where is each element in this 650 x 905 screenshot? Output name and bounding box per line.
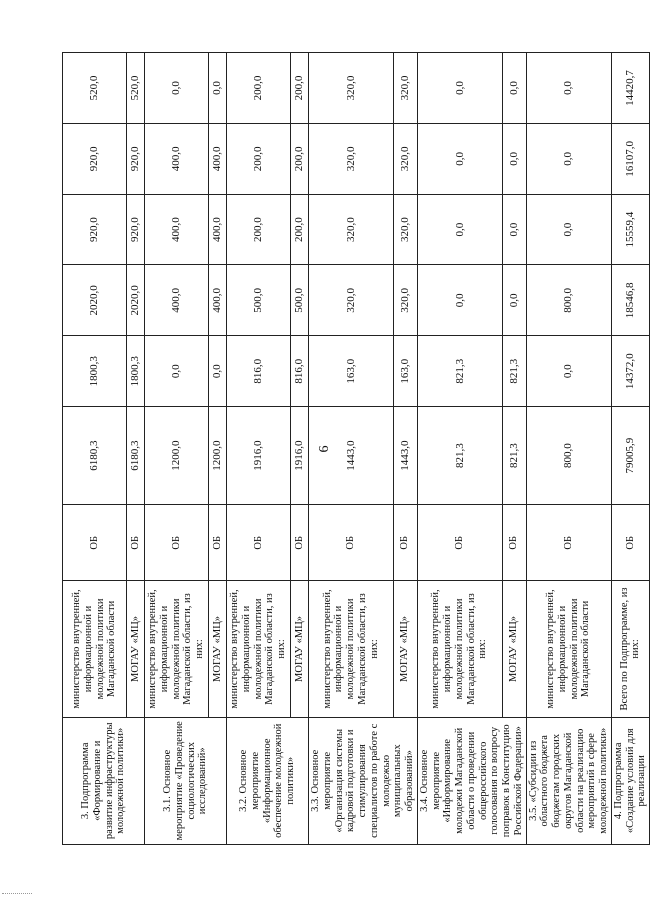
- value-cell: 800,0: [526, 265, 611, 336]
- executor-cell: МОГАУ «МЦ»: [502, 581, 526, 717]
- executor-cell: Всего по Подпрограмме, из них:: [611, 581, 649, 717]
- value-cell: 200,0: [227, 194, 291, 265]
- value-cell: 920,0: [63, 123, 127, 194]
- value-cell: 800,0: [526, 407, 611, 505]
- value-cell: 79005,9: [611, 407, 649, 505]
- value-cell: 320,0: [309, 53, 394, 124]
- value-cell: 500,0: [291, 265, 309, 336]
- value-cell: 6180,3: [63, 407, 127, 505]
- value-cell: 920,0: [127, 194, 145, 265]
- value-cell: 500,0: [227, 265, 291, 336]
- table-row: [145, 53, 209, 845]
- value-cell: 320,0: [393, 53, 417, 124]
- value-cell: 1200,0: [209, 407, 227, 505]
- table-row: [526, 53, 611, 845]
- value-cell: 2020,0: [127, 265, 145, 336]
- value-cell: 920,0: [127, 123, 145, 194]
- executor-cell: МОГАУ «МЦ»: [291, 581, 309, 717]
- table-row: [309, 53, 394, 845]
- table-row: [417, 53, 502, 845]
- executor-cell: МОГАУ «МЦ»: [209, 581, 227, 717]
- value-cell: 2020,0: [63, 265, 127, 336]
- value-cell: 0,0: [209, 336, 227, 407]
- page-number: 6: [317, 445, 332, 453]
- source-cell: ОБ: [291, 505, 309, 581]
- program-cell: 3.5. «Субсидии из областного бюджета бюджетам городских округов Магаданской области на реализацию мероприятий в сфере молодежной политики»: [526, 717, 611, 844]
- value-cell: 0,0: [526, 123, 611, 194]
- value-cell: 0,0: [417, 123, 502, 194]
- value-cell: 400,0: [209, 194, 227, 265]
- value-cell: 320,0: [309, 265, 394, 336]
- source-cell: ОБ: [227, 505, 291, 581]
- value-cell: 163,0: [309, 336, 394, 407]
- value-cell: 14372,0: [611, 336, 649, 407]
- source-cell: ОБ: [502, 505, 526, 581]
- value-cell: 400,0: [209, 123, 227, 194]
- value-cell: 400,0: [209, 265, 227, 336]
- value-cell: 320,0: [393, 123, 417, 194]
- budget-table: [62, 52, 650, 845]
- source-cell: ОБ: [209, 505, 227, 581]
- table-row: [227, 53, 291, 845]
- source-cell: ОБ: [417, 505, 502, 581]
- executor-cell: министерство внутренней, информационной и молодежной политики Магаданской области, из них:: [227, 581, 291, 717]
- table-row: [611, 53, 649, 845]
- value-cell: 400,0: [145, 265, 209, 336]
- value-cell: 1443,0: [309, 407, 394, 505]
- value-cell: 0,0: [417, 265, 502, 336]
- value-cell: 0,0: [526, 194, 611, 265]
- value-cell: 821,3: [502, 407, 526, 505]
- value-cell: 200,0: [291, 123, 309, 194]
- value-cell: 816,0: [227, 336, 291, 407]
- value-cell: 6180,3: [127, 407, 145, 505]
- source-cell: ОБ: [526, 505, 611, 581]
- value-cell: 816,0: [291, 336, 309, 407]
- value-cell: 1200,0: [145, 407, 209, 505]
- value-cell: 0,0: [502, 123, 526, 194]
- executor-cell: министерство внутренней, информационной и молодежной политики Магаданской области: [63, 581, 127, 717]
- value-cell: 0,0: [526, 336, 611, 407]
- value-cell: 320,0: [393, 194, 417, 265]
- source-cell: ОБ: [63, 505, 127, 581]
- table-row: [63, 53, 127, 845]
- source-cell: ОБ: [611, 505, 649, 581]
- value-cell: 400,0: [145, 194, 209, 265]
- value-cell: 18546,8: [611, 265, 649, 336]
- program-cell: 3. Подпрограмма «Формирование и развитие инфраструктуры молодежной политики»: [63, 717, 145, 844]
- value-cell: 0,0: [417, 194, 502, 265]
- value-cell: 0,0: [209, 53, 227, 124]
- value-cell: 200,0: [227, 53, 291, 124]
- value-cell: 14420,7: [611, 53, 649, 124]
- value-cell: 400,0: [145, 123, 209, 194]
- value-cell: 821,3: [502, 336, 526, 407]
- value-cell: 16107,0: [611, 123, 649, 194]
- program-cell: 3.3. Основное мероприятие «Организация системы кадровой подготовки и стимулирования специалистов по работе с молодежью муниципальных образований»: [309, 717, 418, 844]
- value-cell: 1916,0: [291, 407, 309, 505]
- value-cell: 0,0: [502, 194, 526, 265]
- source-cell: ОБ: [127, 505, 145, 581]
- value-cell: 320,0: [393, 265, 417, 336]
- value-cell: 520,0: [63, 53, 127, 124]
- scan-edge-mark: [2, 893, 32, 900]
- value-cell: 1916,0: [227, 407, 291, 505]
- program-cell: 4. Подпрограмма «Создание условий для реализации: [611, 717, 649, 844]
- value-cell: 1800,3: [127, 336, 145, 407]
- rotated-table-wrapper: [62, 52, 648, 845]
- value-cell: 0,0: [526, 53, 611, 124]
- value-cell: 163,0: [393, 336, 417, 407]
- executor-cell: МОГАУ «МЦ»: [127, 581, 145, 717]
- program-cell: 3.2. Основное мероприятие «Информационное обеспечение молодежной политики»: [227, 717, 309, 844]
- value-cell: 0,0: [502, 53, 526, 124]
- source-cell: ОБ: [145, 505, 209, 581]
- value-cell: 320,0: [309, 194, 394, 265]
- value-cell: 200,0: [291, 53, 309, 124]
- value-cell: 200,0: [291, 194, 309, 265]
- executor-cell: министерство внутренней, информационной и молодежной политики Магаданской области: [526, 581, 611, 717]
- program-cell: 3.1. Основное мероприятие «Проведение социологических исследований»: [145, 717, 227, 844]
- value-cell: 200,0: [227, 123, 291, 194]
- executor-cell: МОГАУ «МЦ»: [393, 581, 417, 717]
- source-cell: ОБ: [393, 505, 417, 581]
- value-cell: 0,0: [145, 336, 209, 407]
- value-cell: 320,0: [309, 123, 394, 194]
- value-cell: 0,0: [145, 53, 209, 124]
- value-cell: 1443,0: [393, 407, 417, 505]
- value-cell: 520,0: [127, 53, 145, 124]
- value-cell: 920,0: [63, 194, 127, 265]
- executor-cell: министерство внутренней, информационной и молодежной политики Магаданской области, из них:: [309, 581, 394, 717]
- executor-cell: министерство внутренней, информационной и молодежной политики Магаданской области, из них:: [145, 581, 209, 717]
- value-cell: 1800,3: [63, 336, 127, 407]
- program-cell: 3.4. Основное мероприятие «Информирование молодежи Магаданской области о проведении общероссийского голосования по вопросу поправок в Конституцию Российской Федерации»: [417, 717, 526, 844]
- value-cell: 15559,4: [611, 194, 649, 265]
- value-cell: 0,0: [417, 53, 502, 124]
- value-cell: 821,3: [417, 336, 502, 407]
- executor-cell: министерство внутренней, информационной и молодежной политики Магаданской области, из них:: [417, 581, 502, 717]
- value-cell: 0,0: [502, 265, 526, 336]
- value-cell: 821,3: [417, 407, 502, 505]
- source-cell: ОБ: [309, 505, 394, 581]
